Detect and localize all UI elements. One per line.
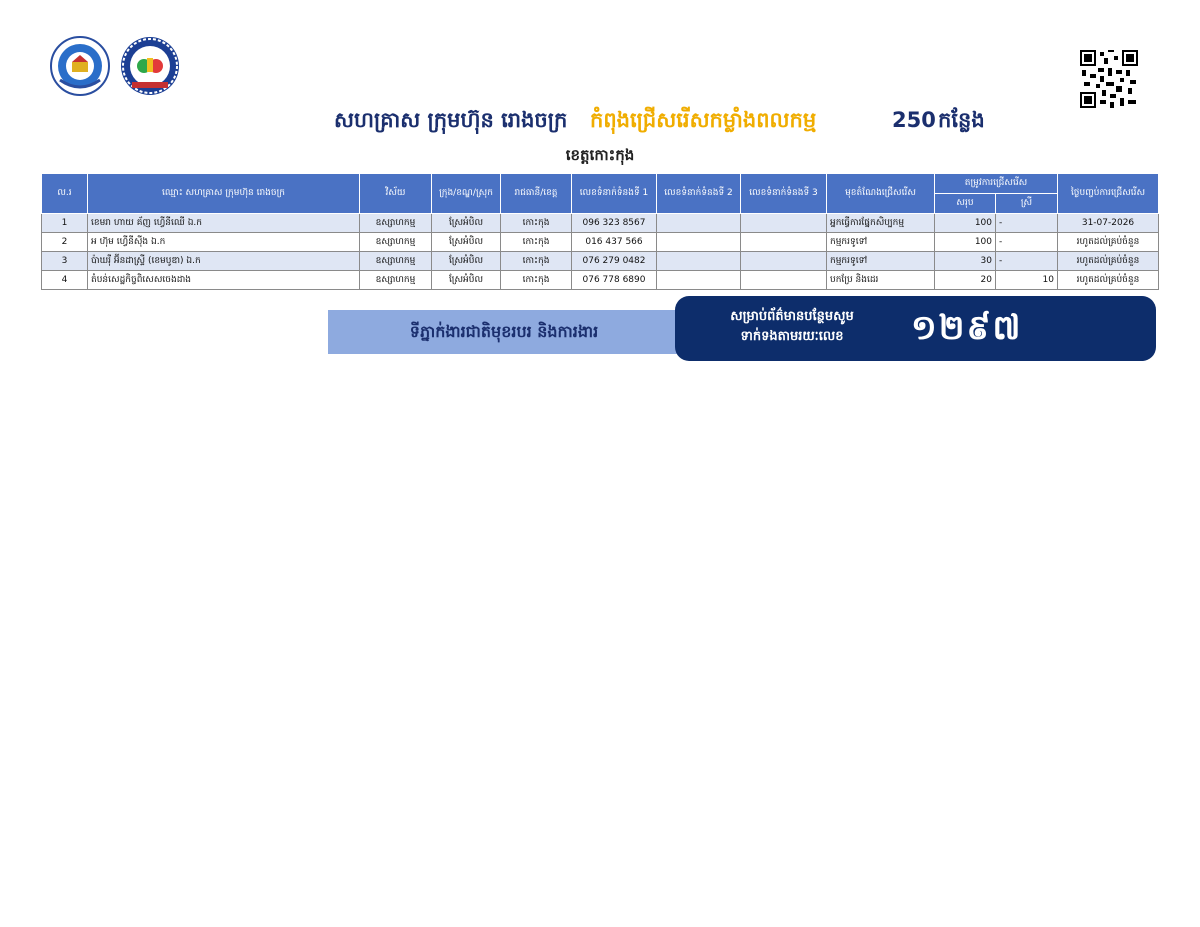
table-row: [42, 233, 1159, 252]
hotline-number[interactable]: ១២៩៧: [911, 308, 1023, 348]
col-header-sector: វិស័យ: [360, 174, 432, 214]
col-header-deadline: ថ្ងៃបញ្ចប់ការជ្រើសរើស: [1058, 174, 1159, 214]
contact-message: [697, 307, 887, 347]
cell-total: 30: [935, 252, 996, 271]
cell-phone2: [657, 233, 741, 252]
cell-name: ប៉ាឃរ៉ី អ៊ីនដាស្ទ្រី (ខេមបូឌា) ឯ.ក: [88, 252, 360, 271]
cell-no: 3: [42, 252, 88, 271]
employment-agency-logo: [120, 36, 180, 96]
cell-province: កោះកុង: [501, 214, 572, 233]
contact-line-2: ទាក់ទងតាមរយៈលេខ: [740, 329, 844, 344]
col-header-no: ល.រ: [42, 174, 88, 214]
cell-deadline: រហូតដល់គ្រប់ចំនួន: [1058, 271, 1159, 290]
col-header-phone1: លេខទំនាក់ទំនងទី 1: [572, 174, 657, 214]
cell-deadline: រហូតដល់គ្រប់ចំនួន: [1058, 252, 1159, 271]
cell-sector: ឧស្សាហកម្ម: [360, 233, 432, 252]
cell-sector: ឧស្សាហកម្ម: [360, 214, 432, 233]
cell-total: 20: [935, 271, 996, 290]
cell-position: អ្នកធ្វើការផ្នែកសិប្បកម្ម: [827, 214, 935, 233]
cell-district: ស្រែអំបិល: [432, 252, 501, 271]
job-listings-table: [41, 173, 1159, 290]
table-row: [42, 214, 1159, 233]
col-header-female: ស្រី: [996, 194, 1058, 214]
col-header-phone2: លេខទំនាក់ទំនងទី 2: [657, 174, 741, 214]
col-header-district: ក្រុង/ខណ្ឌ/ស្រុក: [432, 174, 501, 214]
cell-name: អ ហ៊ុម ហ្វើនីស៊ីង ឯ.ក: [88, 233, 360, 252]
cell-position: កម្មករទូទៅ: [827, 252, 935, 271]
cell-phone2: [657, 271, 741, 290]
cell-district: ស្រែអំបិល: [432, 233, 501, 252]
cell-province: កោះកុង: [501, 252, 572, 271]
cell-district: ស្រែអំបិល: [432, 271, 501, 290]
col-header-position: មុខតំណែងជ្រើសរើស: [827, 174, 935, 214]
cell-no: 1: [42, 214, 88, 233]
cell-phone1[interactable]: 096 323 8567: [572, 214, 657, 233]
cell-phone3: [741, 271, 827, 290]
col-header-province: រាជធានី/ខេត្ត: [501, 174, 572, 214]
cell-phone1[interactable]: 016 437 566: [572, 233, 657, 252]
title-recruiting: កំពុងជ្រើសរើសកម្លាំងពលកម្ម: [590, 108, 817, 132]
cell-phone2: [657, 214, 741, 233]
cell-phone3: [741, 233, 827, 252]
col-header-phone3: លេខទំនាក់ទំនងទី 3: [741, 174, 827, 214]
cell-phone3: [741, 252, 827, 271]
cell-sector: ឧស្សាហកម្ម: [360, 271, 432, 290]
cell-province: កោះកុង: [501, 233, 572, 252]
table-row: [42, 252, 1159, 271]
cell-phone2: [657, 252, 741, 271]
ministry-label: ទីភ្នាក់ងារជាតិមុខរបរ និងការងារ: [328, 310, 680, 354]
table-row: [42, 271, 1159, 290]
cell-no: 2: [42, 233, 88, 252]
title-company: សហគ្រាស ក្រុមហ៊ុន រោងចក្រ: [334, 108, 568, 132]
cell-sector: ឧស្សាហកម្ម: [360, 252, 432, 271]
cell-name: តំបន់សេដ្ឋកិច្ចពិសេសចេងដាង: [88, 271, 360, 290]
cell-no: 4: [42, 271, 88, 290]
page-title: [0, 104, 1200, 138]
cell-position: បកប្រែ និងដេរ: [827, 271, 935, 290]
cell-phone1[interactable]: 076 279 0482: [572, 252, 657, 271]
ministry-logo: [50, 36, 110, 96]
cell-deadline: រហូតដល់គ្រប់ចំនួន: [1058, 233, 1159, 252]
contact-line-1: សម្រាប់ព័ត៌មានបន្ថែមសូម: [730, 309, 854, 324]
cell-province: កោះកុង: [501, 271, 572, 290]
cell-phone3: [741, 214, 827, 233]
cell-female: 10: [996, 271, 1058, 290]
qr-code-icon[interactable]: [1080, 50, 1138, 108]
cell-phone1[interactable]: 076 778 6890: [572, 271, 657, 290]
cell-position: កម្មករទូទៅ: [827, 233, 935, 252]
cell-district: ស្រែអំបិល: [432, 214, 501, 233]
cell-deadline: 31-07-2026: [1058, 214, 1159, 233]
cell-female: -: [996, 252, 1058, 271]
province-subtitle: ខេត្តកោះកុង: [565, 146, 635, 164]
col-header-name: ឈ្មោះ សហគ្រាស ក្រុមហ៊ុន រោងចក្រ: [88, 174, 360, 214]
positions-unit: កន្លែង: [938, 108, 985, 132]
positions-count: 250: [892, 108, 936, 132]
cell-female: -: [996, 214, 1058, 233]
cell-total: 100: [935, 214, 996, 233]
cell-total: 100: [935, 233, 996, 252]
cell-female: -: [996, 233, 1058, 252]
contact-banner: [675, 296, 1156, 361]
col-header-total: សរុប: [935, 194, 996, 214]
cell-name: ខេមរា ហាយ គ័ញ ហ្វើនីឈើ ឯ.ក: [88, 214, 360, 233]
col-header-needed: តម្រូវការជ្រើសរើស: [935, 174, 1058, 194]
